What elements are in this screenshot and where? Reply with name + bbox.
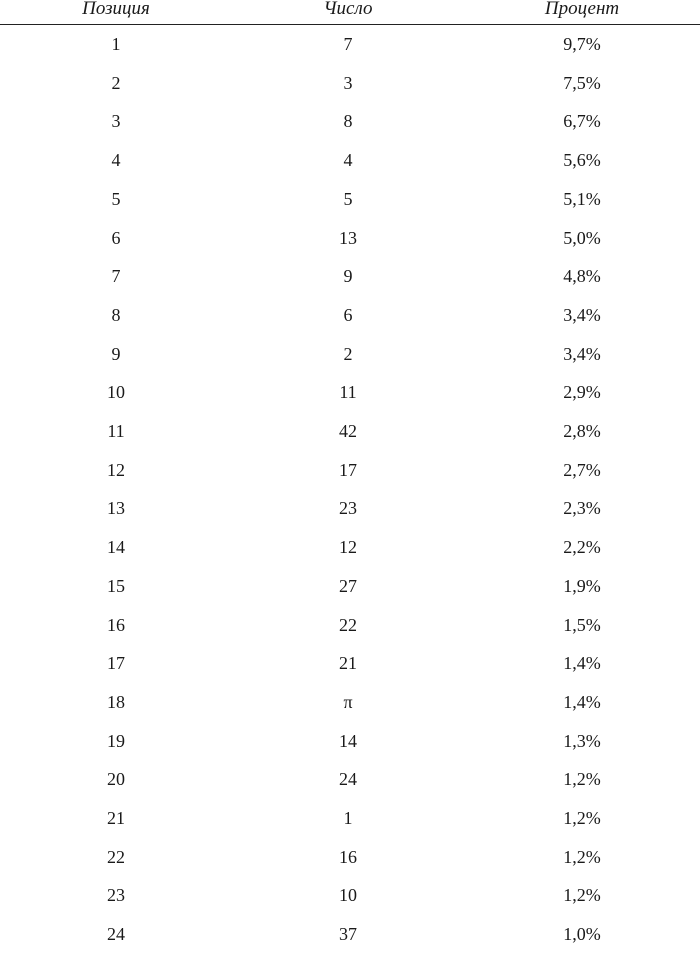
- cell-number: 24: [339, 769, 357, 790]
- table-row: [0, 489, 700, 528]
- cell-percent: 1,9%: [563, 575, 601, 596]
- table-row: [0, 876, 700, 915]
- cell-number: 23: [339, 498, 357, 519]
- cell-number: 6: [343, 304, 353, 325]
- cell-percent: 5,0%: [563, 227, 601, 248]
- cell-position: 19: [107, 730, 125, 751]
- cell-position: 23: [107, 885, 125, 906]
- cell-position: 3: [111, 111, 121, 132]
- cell-percent: 4,8%: [563, 266, 601, 287]
- cell-position: 14: [107, 537, 125, 558]
- table-row: [0, 141, 700, 180]
- cell-position: 10: [107, 382, 125, 403]
- cell-percent: 1,2%: [563, 846, 601, 867]
- cell-number: 13: [339, 227, 357, 248]
- cell-number: 7: [343, 34, 353, 54]
- table-row: [0, 219, 700, 258]
- table-row: [0, 915, 700, 954]
- cell-percent: 3,4%: [563, 343, 601, 364]
- cell-number: 11: [339, 382, 357, 403]
- cell-number: 22: [339, 614, 357, 635]
- cell-number: 1: [343, 808, 353, 829]
- table-row: [0, 838, 700, 877]
- table-header: [0, 0, 700, 25]
- cell-percent: 1,2%: [563, 808, 601, 829]
- cell-number: π: [343, 691, 353, 712]
- column-header-position: Позиция: [0, 0, 232, 25]
- table-row: [0, 296, 700, 335]
- cell-number: 9: [343, 266, 353, 287]
- cell-number: 8: [343, 111, 353, 132]
- cell-position: 1: [111, 34, 121, 54]
- table-row: [0, 335, 700, 374]
- table-row: [0, 180, 700, 219]
- cell-percent: 2,7%: [563, 459, 601, 480]
- cell-number: 21: [339, 653, 357, 674]
- table-row: [0, 64, 700, 103]
- table-row: [0, 528, 700, 567]
- cell-position: 20: [107, 769, 125, 790]
- cell-percent: 7,5%: [563, 72, 601, 93]
- cell-percent: 2,8%: [563, 421, 601, 442]
- cell-number: 2: [343, 343, 353, 364]
- cell-position: 18: [107, 691, 125, 712]
- cell-percent: 1,3%: [563, 730, 601, 751]
- cell-position: 13: [107, 498, 125, 519]
- cell-position: 17: [107, 653, 125, 674]
- cell-position: 22: [107, 846, 125, 867]
- cell-percent: 6,7%: [563, 111, 601, 132]
- table-row: [0, 799, 700, 838]
- cell-number: 42: [339, 421, 357, 442]
- table-row: [0, 25, 700, 64]
- cell-position: 21: [107, 808, 125, 829]
- table-row: [0, 373, 700, 412]
- table-row: [0, 683, 700, 722]
- cell-percent: 2,3%: [563, 498, 601, 519]
- table-row: [0, 567, 700, 606]
- table-body: [0, 25, 700, 954]
- cell-position: 2: [111, 72, 121, 93]
- table-row: [0, 760, 700, 799]
- table-row: [0, 257, 700, 296]
- table-row: [0, 606, 700, 645]
- cell-number: 27: [339, 575, 357, 596]
- table-row: [0, 644, 700, 683]
- cell-number: 37: [339, 924, 357, 945]
- cell-position: 8: [111, 304, 121, 325]
- cell-percent: 1,2%: [563, 769, 601, 790]
- cell-position: 7: [111, 266, 121, 287]
- cell-percent: 1,4%: [563, 653, 601, 674]
- cell-position: 5: [111, 188, 121, 209]
- cell-percent: 1,5%: [563, 614, 601, 635]
- cell-position: 4: [111, 150, 121, 171]
- cell-position: 24: [107, 924, 125, 945]
- cell-number: 3: [343, 72, 353, 93]
- cell-percent: 1,2%: [563, 885, 601, 906]
- cell-percent: 1,4%: [563, 691, 601, 712]
- cell-number: 4: [343, 150, 353, 171]
- cell-percent: 2,9%: [563, 382, 601, 403]
- cell-position: 11: [107, 421, 125, 442]
- column-header-percent: Процент: [464, 0, 700, 25]
- cell-number: 5: [343, 188, 353, 209]
- cell-position: 6: [111, 227, 121, 248]
- column-header-number: Число: [232, 0, 464, 25]
- cell-position: 12: [107, 459, 125, 480]
- cell-number: 10: [339, 885, 357, 906]
- cell-position: 15: [107, 575, 125, 596]
- cell-number: 12: [339, 537, 357, 558]
- cell-percent: 9,7%: [563, 34, 601, 54]
- cell-number: 14: [339, 730, 357, 751]
- cell-number: 16: [339, 846, 357, 867]
- cell-percent: 1,0%: [563, 924, 601, 945]
- cell-position: 16: [107, 614, 125, 635]
- cell-percent: 5,1%: [563, 188, 601, 209]
- cell-percent: 3,4%: [563, 304, 601, 325]
- table-row: [0, 451, 700, 490]
- table-row: [0, 722, 700, 761]
- cell-number: 17: [339, 459, 357, 480]
- table-row: [0, 412, 700, 451]
- cell-percent: 5,6%: [563, 150, 601, 171]
- cell-position: 9: [111, 343, 121, 364]
- cell-percent: 2,2%: [563, 537, 601, 558]
- header-row: [0, 0, 700, 25]
- table-row: [0, 102, 700, 141]
